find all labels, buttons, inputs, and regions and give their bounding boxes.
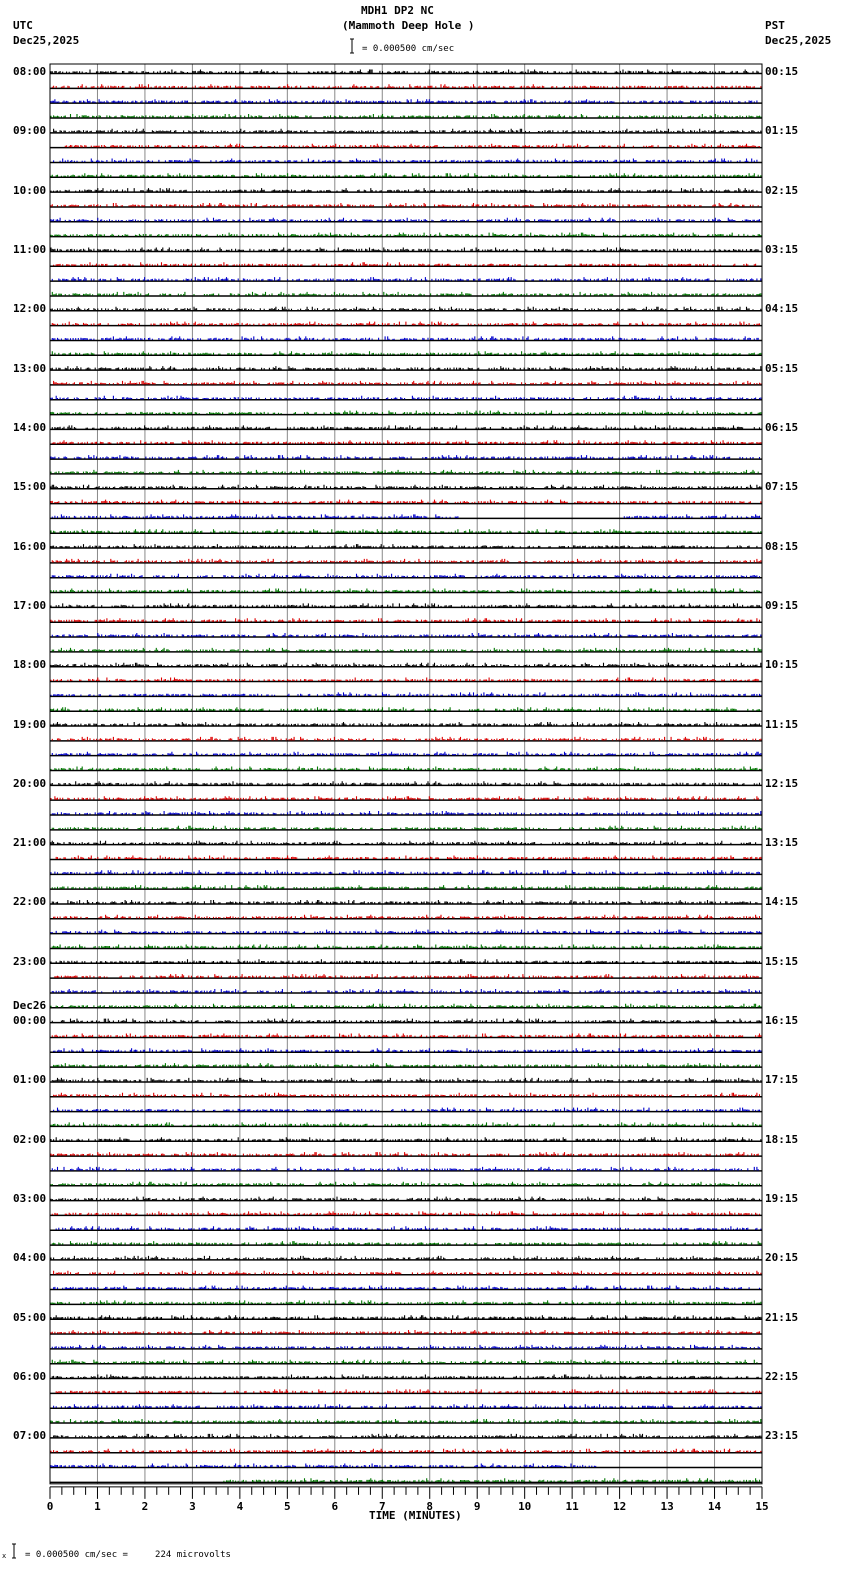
- pst-hour-label: 20:15: [765, 1251, 799, 1265]
- seismic-trace: [52, 811, 761, 815]
- seismic-trace: [51, 114, 761, 118]
- seismic-trace: [52, 514, 759, 518]
- utc-hour-label: 09:00: [13, 124, 47, 138]
- footer-scale-bar-icon: [12, 1544, 16, 1558]
- seismic-trace: [54, 381, 761, 385]
- pst-hour-label: 04:15: [765, 302, 799, 316]
- x-tick-label: 11: [565, 1499, 579, 1513]
- seismic-trace: [51, 692, 761, 696]
- utc-hour-label: 06:00: [13, 1370, 47, 1384]
- seismic-trace: [51, 663, 761, 667]
- pst-hour-label: 16:15: [765, 1014, 799, 1028]
- seismic-trace: [51, 1137, 761, 1141]
- seismic-trace: [51, 544, 757, 548]
- pst-hour-label: 23:15: [765, 1429, 799, 1443]
- seismic-trace: [52, 440, 761, 444]
- pst-hour-label: 09:15: [765, 598, 799, 612]
- seismic-trace: [52, 351, 761, 355]
- utc-hour-label: 04:00: [13, 1251, 47, 1265]
- seismic-trace: [51, 396, 761, 400]
- utc-hour-label: 08:00: [13, 65, 47, 78]
- seismic-trace: [54, 1286, 760, 1290]
- utc-hour-label: 19:00: [13, 717, 47, 731]
- x-tick-label: 0: [46, 1499, 54, 1513]
- seismic-trace: [52, 1375, 758, 1379]
- station-subtitle: (Mammoth Deep Hole ): [342, 19, 475, 32]
- utc-hour-label: 15:00: [13, 480, 47, 494]
- seismic-trace: [51, 1197, 760, 1201]
- seismic-trace: [51, 70, 758, 74]
- x-tick-label: 8: [426, 1499, 434, 1513]
- left-date: Dec25,2025: [13, 34, 80, 47]
- seismic-trace: [54, 159, 757, 163]
- x-tick-label: 4: [236, 1499, 244, 1513]
- seismic-trace: [51, 796, 758, 800]
- seismic-trace: [52, 1078, 761, 1082]
- x-tick-label: 10: [518, 1499, 532, 1513]
- utc-hour-label: 23:00: [13, 954, 47, 968]
- pst-hour-label: 12:15: [765, 776, 799, 790]
- seismic-trace: [52, 1167, 758, 1171]
- utc-hour-label: 03:00: [13, 1192, 47, 1206]
- seismic-trace: [52, 752, 761, 756]
- seismic-trace: [54, 262, 756, 266]
- seismic-trace: [56, 856, 761, 860]
- seismic-trace: [224, 1478, 760, 1482]
- seismic-trace: [51, 203, 758, 207]
- pst-hour-label: 01:15: [765, 124, 799, 138]
- pst-hour-label: 17:15: [765, 1073, 799, 1087]
- seismic-trace: [56, 1226, 761, 1230]
- left-timezone: UTC: [13, 19, 33, 32]
- utc-hour-label: 21:00: [13, 836, 47, 850]
- utc-hour-label: 02:00: [13, 1132, 47, 1146]
- pst-hour-label: 15:15: [765, 954, 799, 968]
- seismic-trace: [54, 1271, 761, 1275]
- seismic-trace: [52, 1034, 761, 1038]
- seismic-trace: [52, 1345, 759, 1349]
- seismic-trace: [51, 307, 761, 311]
- seismic-trace: [52, 425, 759, 429]
- pst-hour-label: 13:15: [765, 836, 799, 850]
- footer-prefix: x: [2, 1552, 7, 1560]
- utc-hour-label: 20:00: [13, 776, 47, 790]
- seismic-trace: [51, 470, 758, 474]
- seismic-trace: [54, 1063, 760, 1067]
- seismic-trace: [54, 1048, 761, 1052]
- utc-hour-label: 17:00: [13, 598, 47, 612]
- seismic-trace: [52, 633, 761, 637]
- seismic-trace: [51, 248, 758, 252]
- seismic-trace: [51, 930, 761, 934]
- pst-hour-label: 00:15: [765, 65, 799, 78]
- plot-frame: [50, 64, 762, 1484]
- utc-hour-label: 22:00: [13, 895, 47, 909]
- utc-hour-label: 01:00: [13, 1073, 47, 1087]
- pst-hour-label: 10:15: [765, 658, 799, 672]
- utc-hour-label: 07:00: [13, 1429, 47, 1443]
- x-axis-label: TIME (MINUTES): [369, 1509, 462, 1522]
- seismic-trace: [51, 618, 760, 622]
- seismic-trace: [54, 1093, 760, 1097]
- footer-scale: = 0.000500 cm/sec = 224 microvolts: [25, 1550, 231, 1560]
- seismic-trace: [51, 233, 761, 237]
- pst-hour-label: 11:15: [765, 717, 799, 731]
- seismic-trace: [51, 188, 757, 192]
- seismic-trace: [54, 1434, 761, 1438]
- x-tick-label: 7: [378, 1499, 386, 1513]
- seismic-trace: [54, 1404, 761, 1408]
- x-tick-label: 14: [707, 1499, 722, 1513]
- utc-hour-label: 16:00: [13, 539, 47, 553]
- utc-hour-label: 05:00: [13, 1310, 47, 1324]
- seismic-trace: [52, 945, 761, 949]
- seismic-trace: [51, 455, 760, 459]
- x-tick-label: 3: [189, 1499, 196, 1513]
- seismic-trace: [52, 1241, 761, 1245]
- pst-hour-label: 14:15: [765, 895, 799, 909]
- seismic-trace: [52, 885, 761, 889]
- seismic-trace: [51, 767, 761, 771]
- x-tick-label: 9: [473, 1499, 481, 1513]
- seismic-trace: [51, 500, 761, 504]
- utc-hour-label: 11:00: [13, 242, 47, 256]
- seismic-trace: [54, 1108, 760, 1112]
- seismic-trace: [65, 144, 759, 148]
- x-tick-label: 2: [141, 1499, 149, 1513]
- right-timezone: PST: [765, 19, 785, 32]
- seismic-trace: [51, 722, 760, 726]
- seismic-trace: [52, 1211, 759, 1215]
- seismic-trace: [52, 336, 758, 340]
- seismic-trace: [51, 1464, 596, 1468]
- station-title: MDH1 DP2 NC: [361, 4, 434, 17]
- utc-hour-label: 13:00: [13, 361, 47, 375]
- scale-legend: = 0.000500 cm/sec: [362, 44, 455, 54]
- seismic-trace: [52, 84, 761, 88]
- seismic-trace: [51, 603, 760, 607]
- x-tick-label: 5: [284, 1499, 291, 1513]
- seismic-trace: [55, 974, 758, 978]
- seismic-trace: [51, 589, 760, 593]
- pst-hour-label: 06:15: [765, 420, 799, 434]
- seismic-trace: [52, 322, 759, 326]
- seismic-trace: [51, 841, 756, 845]
- seismic-trace: [52, 277, 761, 281]
- seismic-trace: [52, 648, 761, 652]
- seismic-trace: [51, 99, 757, 103]
- x-tick-label: 1: [94, 1499, 101, 1513]
- x-tick-label: 13: [660, 1499, 674, 1513]
- seismic-trace: [51, 411, 761, 415]
- seismic-trace: [52, 574, 759, 578]
- seismic-trace: [51, 1256, 758, 1260]
- pst-hour-label: 05:15: [765, 361, 799, 375]
- seismic-trace: [52, 292, 761, 296]
- seismic-trace: [51, 1449, 761, 1453]
- seismic-trace: [52, 559, 761, 563]
- seismic-trace: [52, 737, 761, 741]
- utc-hour-label: 00:00: [13, 1014, 47, 1028]
- x-tick-label: 12: [613, 1499, 627, 1513]
- utc-hour-label: 10:00: [13, 183, 47, 197]
- seismic-trace: [51, 1315, 761, 1319]
- utc-hour-label: 12:00: [13, 302, 47, 316]
- seismic-trace: [51, 1004, 761, 1008]
- pst-hour-label: 19:15: [765, 1192, 799, 1206]
- seismic-trace: [52, 900, 757, 904]
- seismic-trace: [51, 218, 760, 222]
- seismic-trace: [51, 173, 761, 177]
- pst-hour-label: 02:15: [765, 183, 799, 197]
- seismic-trace: [51, 529, 761, 533]
- seismic-trace: [52, 826, 761, 830]
- seismic-trace: [51, 678, 758, 682]
- scale-bar-icon: [350, 39, 354, 53]
- utc-hour-label: 18:00: [13, 658, 47, 672]
- seismic-trace: [51, 707, 760, 711]
- pst-hour-label: 07:15: [765, 480, 799, 494]
- seismic-trace: [54, 915, 760, 919]
- seismic-trace: [51, 781, 760, 785]
- date-change-label: Dec26: [13, 999, 47, 1013]
- seismic-trace: [51, 1152, 758, 1156]
- seismic-trace: [51, 366, 761, 370]
- pst-hour-label: 22:15: [765, 1370, 799, 1384]
- seismic-trace: [56, 1389, 761, 1393]
- pst-hour-label: 18:15: [765, 1132, 799, 1146]
- seismic-trace: [51, 1419, 761, 1423]
- x-tick-label: 15: [755, 1499, 769, 1513]
- pst-hour-label: 21:15: [765, 1310, 799, 1324]
- seismic-trace: [51, 959, 760, 963]
- seismic-trace: [52, 1360, 757, 1364]
- seismic-trace: [51, 1122, 761, 1126]
- seismic-trace: [54, 129, 761, 133]
- pst-hour-label: 08:15: [765, 539, 799, 553]
- seismic-trace: [51, 1330, 760, 1334]
- seismic-trace: [51, 485, 761, 489]
- utc-hour-label: 14:00: [13, 420, 47, 434]
- pst-hour-label: 03:15: [765, 242, 799, 256]
- seismic-trace: [51, 870, 760, 874]
- right-date: Dec25,2025: [765, 34, 832, 47]
- seismic-trace: [52, 1019, 761, 1023]
- seismic-trace: [52, 989, 759, 993]
- x-tick-label: 6: [331, 1499, 339, 1513]
- seismic-trace: [51, 1182, 760, 1186]
- seismic-trace: [51, 1300, 761, 1304]
